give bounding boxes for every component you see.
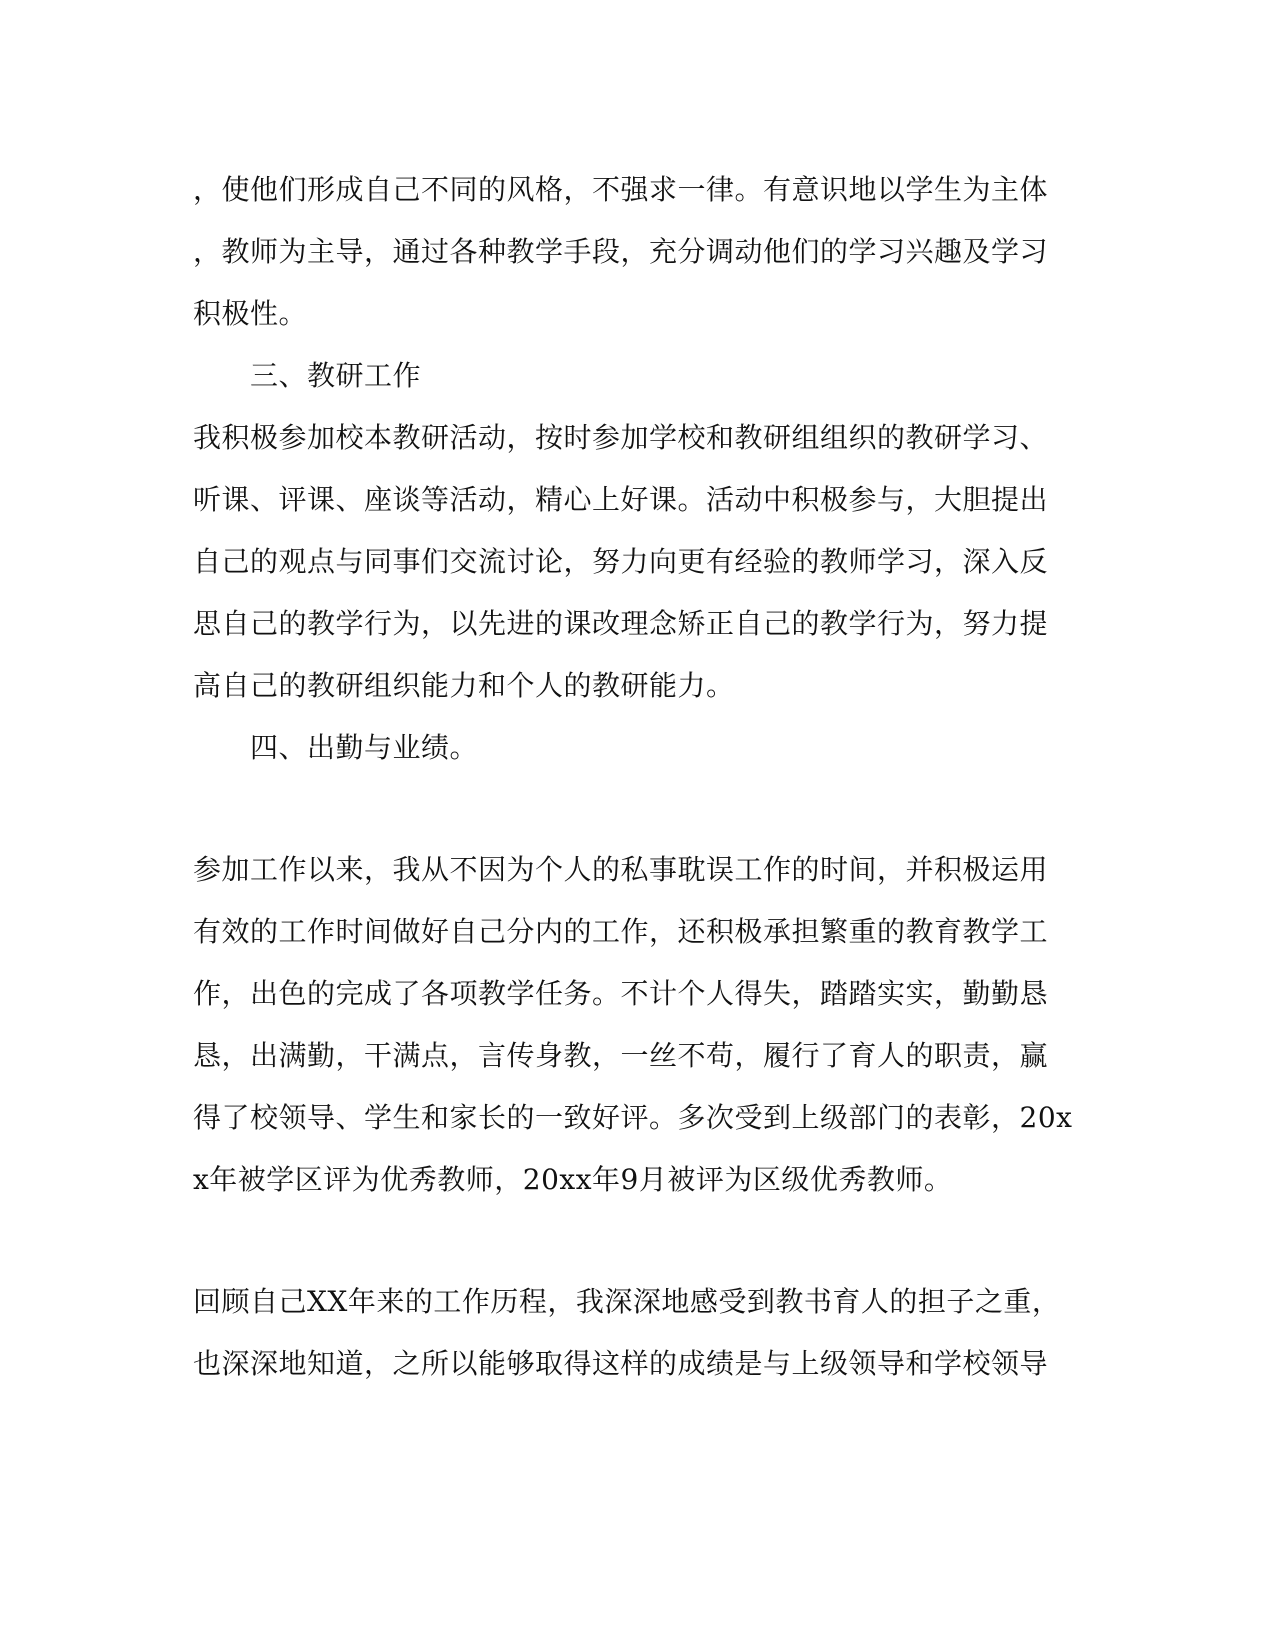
text-line: 高自己的教研组织能力和个人的教研能力。 xyxy=(193,669,735,702)
section-heading: 三、教研工作 xyxy=(250,359,422,392)
text-line: 也深深地知道，之所以能够取得这样的成绩是与上级领导和学校领导 xyxy=(193,1347,1049,1380)
text-line: 有效的工作时间做好自己分内的工作，还积极承担繁重的教育教学工 xyxy=(193,915,1049,948)
text-line: ，教师为主导，通过各种教学手段，充分调动他们的学习兴趣及学习 xyxy=(193,235,1049,268)
text-line: x年被学区评为优秀教师，20xx年9月被评为区级优秀教师。 xyxy=(193,1163,953,1196)
text-line: 参加工作以来，我从不因为个人的私事耽误工作的时间，并积极运用 xyxy=(193,853,1049,886)
text-line: 得了校领导、学生和家长的一致好评。多次受到上级部门的表彰，20x xyxy=(193,1101,1073,1134)
text-line: 自己的观点与同事们交流讨论，努力向更有经验的教师学习，深入反 xyxy=(193,545,1049,578)
text-line: 听课、评课、座谈等活动，精心上好课。活动中积极参与，大胆提出 xyxy=(193,483,1049,516)
text-line: 积极性。 xyxy=(193,297,308,330)
text-line: 思自己的教学行为，以先进的课改理念矫正自己的教学行为，努力提 xyxy=(193,607,1049,640)
text-line: 作，出色的完成了各项教学任务。不计个人得失，踏踏实实，勤勤恳 xyxy=(193,977,1049,1010)
text-line: 恳，出满勤，干满点，言传身教，一丝不苟，履行了育人的职责，赢 xyxy=(193,1039,1049,1072)
text-line: 我积极参加校本教研活动，按时参加学校和教研组组织的教研学习、 xyxy=(193,421,1049,454)
text-line: 回顾自己XX年来的工作历程，我深深地感受到教书育人的担子之重， xyxy=(193,1285,1061,1318)
text-line: ，使他们形成自己不同的风格，不强求一律。有意识地以学生为主体 xyxy=(193,173,1049,206)
section-heading: 四、出勤与业绩。 xyxy=(250,731,479,764)
